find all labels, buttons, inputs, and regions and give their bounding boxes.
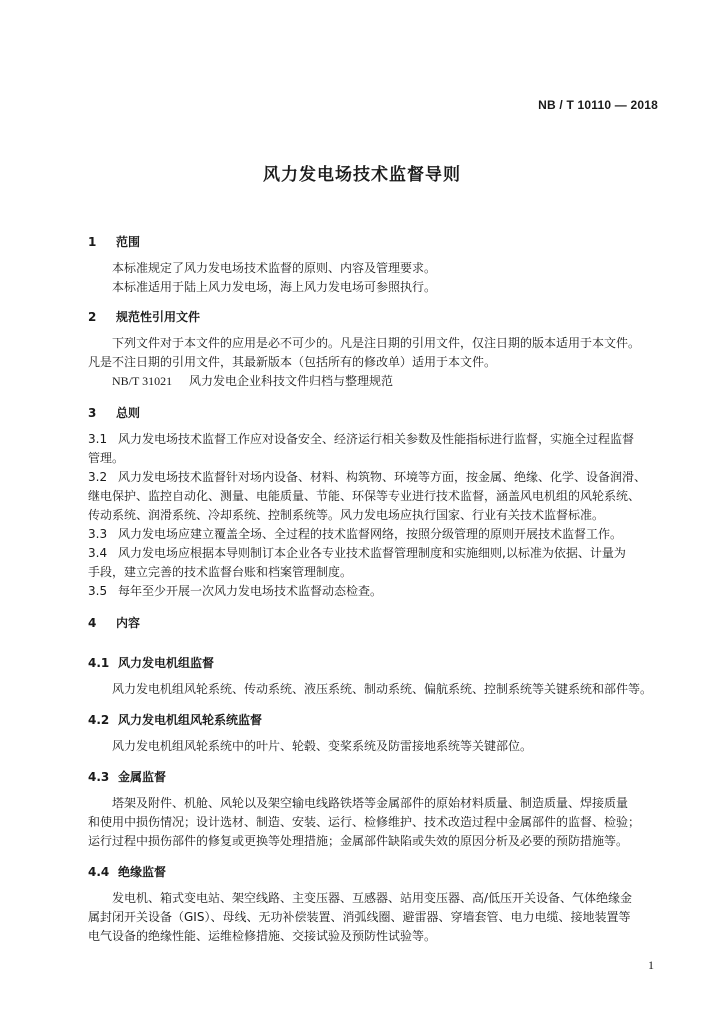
- clause-3-1-line-1: [88, 430, 634, 449]
- clause-number: 3.3: [88, 527, 108, 541]
- clause-text: 风力发电场技术监督工作应对设备安全、经济运行相关参数及性能指标进行监督，实施全过程监督: [118, 432, 635, 446]
- clause-4-2-text: 风力发电机组风轮系统中的叶片、轮毂、变桨系统及防雷接地系统等关键部位。: [112, 739, 533, 753]
- clause-number: 4.3: [88, 770, 110, 784]
- clause-title: 绝缘监督: [118, 865, 167, 879]
- clause-4-3-heading: [88, 768, 166, 785]
- section-number: 1: [88, 235, 97, 249]
- clause-4-1-text: 风力发电机组风轮系统、传动系统、液压系统、制动系统、偏航系统、控制系统等关键系统和部件等。: [112, 682, 653, 696]
- clause-title: 金属监督: [118, 770, 167, 784]
- section-title: 范围: [116, 235, 141, 249]
- section-title: 内容: [116, 616, 141, 630]
- section-2-paragraph-line-2: 凡是不注日期的引用文件，其最新版本（包括所有的修改单）适用于本文件。: [88, 355, 497, 369]
- clause-number: 3.1: [88, 432, 108, 446]
- clause-text: 风力发电场应建立覆盖全场、全过程的技术监督网络，按照分级管理的原则开展技术监督工作。: [118, 527, 623, 541]
- section-1-paragraph-1: 本标准规定了风力发电场技术监督的原则、内容及管理要求。: [112, 261, 437, 275]
- clause-4-4-line-2: 属封闭开关设备（GIS）、母线、无功补偿装置、消弧线圈、避雷器、穿墙套管、电力电缆、接地装置等: [88, 910, 631, 924]
- clause-number: 4.1: [88, 656, 110, 670]
- reference-code: NB/T 31021: [112, 374, 173, 388]
- clause-4-2-heading: [88, 711, 262, 728]
- clause-title: 风力发电机组风轮系统监督: [118, 713, 263, 727]
- clause-3-2-line-2: 继电保护、监控自动化、测量、电能质量、节能、环保等专业进行技术监督，涵盖风电机组的风轮系统、: [88, 489, 641, 503]
- clause-3-1-line-2: 管理。: [88, 451, 125, 465]
- clause-3-3-line-1: [88, 525, 622, 544]
- clause-3-4-line-1: [88, 544, 626, 563]
- clause-number: 4.2: [88, 713, 110, 727]
- clause-4-4-line-3: 电气设备的绝缘性能、运维检修措施、交接试验及预防性试验等。: [88, 929, 437, 943]
- reference-title: 风力发电企业科技文件归档与整理规范: [189, 374, 394, 388]
- clause-4-3-line-1: 塔架及附件、机舱、风轮以及架空输电线路铁塔等金属部件的原始材料质量、制造质量、焊接质量: [112, 796, 629, 810]
- clause-3-4-line-2: 手段，建立完善的技术监督台账和档案管理制度。: [88, 565, 353, 579]
- section-number: 2: [88, 310, 97, 324]
- clause-title: 风力发电机组监督: [118, 656, 215, 670]
- section-2-paragraph-line-1: 下列文件对于本文件的应用是必不可少的。凡是注日期的引用文件，仅注日期的版本适用于本文件。: [112, 336, 641, 350]
- section-number: 4: [88, 616, 97, 630]
- section-2-heading: [88, 308, 200, 325]
- page-number: 1: [648, 958, 654, 972]
- section-title: 总则: [116, 406, 141, 420]
- document-title: 风力发电场技术监督导则: [263, 165, 461, 185]
- clause-3-2-line-1: [88, 468, 646, 487]
- clause-3-2-line-3: 传动系统、润滑系统、冷却系统、控制系统等。风力发电场应执行国家、行业有关技术监督标准。: [88, 508, 605, 522]
- clause-text: 风力发电场技术监督针对场内设备、材料、构筑物、环境等方面，按金属、绝缘、化学、设备润滑、: [118, 470, 647, 484]
- clause-4-4-line-1: 发电机、箱式变电站、架空线路、主变压器、互感器、站用变压器、高/低压开关设备、气体绝缘金: [112, 891, 633, 905]
- section-4-heading: [88, 614, 140, 631]
- clause-4-3-line-3: 运行过程中损伤部件的修复或更换等处理措施；金属部件缺陷或失效的原因分析及必要的预防措施等。: [88, 834, 629, 848]
- clause-4-4-heading: [88, 863, 166, 880]
- clause-text: 风力发电场应根据本导则制订本企业各专业技术监督管理制度和实施细则,以标准为依据、计量为: [118, 546, 626, 560]
- section-number: 3: [88, 406, 97, 420]
- section-3-heading: [88, 404, 140, 421]
- clause-text: 每年至少开展一次风力发电场技术监督动态检查。: [118, 584, 383, 598]
- clause-number: 3.5: [88, 584, 108, 598]
- clause-3-5-line-1: [88, 582, 382, 601]
- clause-number: 4.4: [88, 865, 110, 879]
- section-1-paragraph-2: 本标准适用于陆上风力发电场，海上风力发电场可参照执行。: [112, 280, 437, 294]
- section-title: 规范性引用文件: [116, 310, 201, 324]
- clause-4-1-heading: [88, 654, 214, 671]
- normative-reference: [112, 372, 393, 391]
- clause-number: 3.2: [88, 470, 108, 484]
- section-1-heading: [88, 233, 140, 250]
- standard-number: NB / T 10110 — 2018: [538, 98, 658, 112]
- clause-4-3-line-2: 和使用中损伤情况；设计选材、制造、安装、运行、检修维护、技术改造过程中金属部件的监督、检验；: [88, 815, 641, 829]
- clause-number: 3.4: [88, 546, 108, 560]
